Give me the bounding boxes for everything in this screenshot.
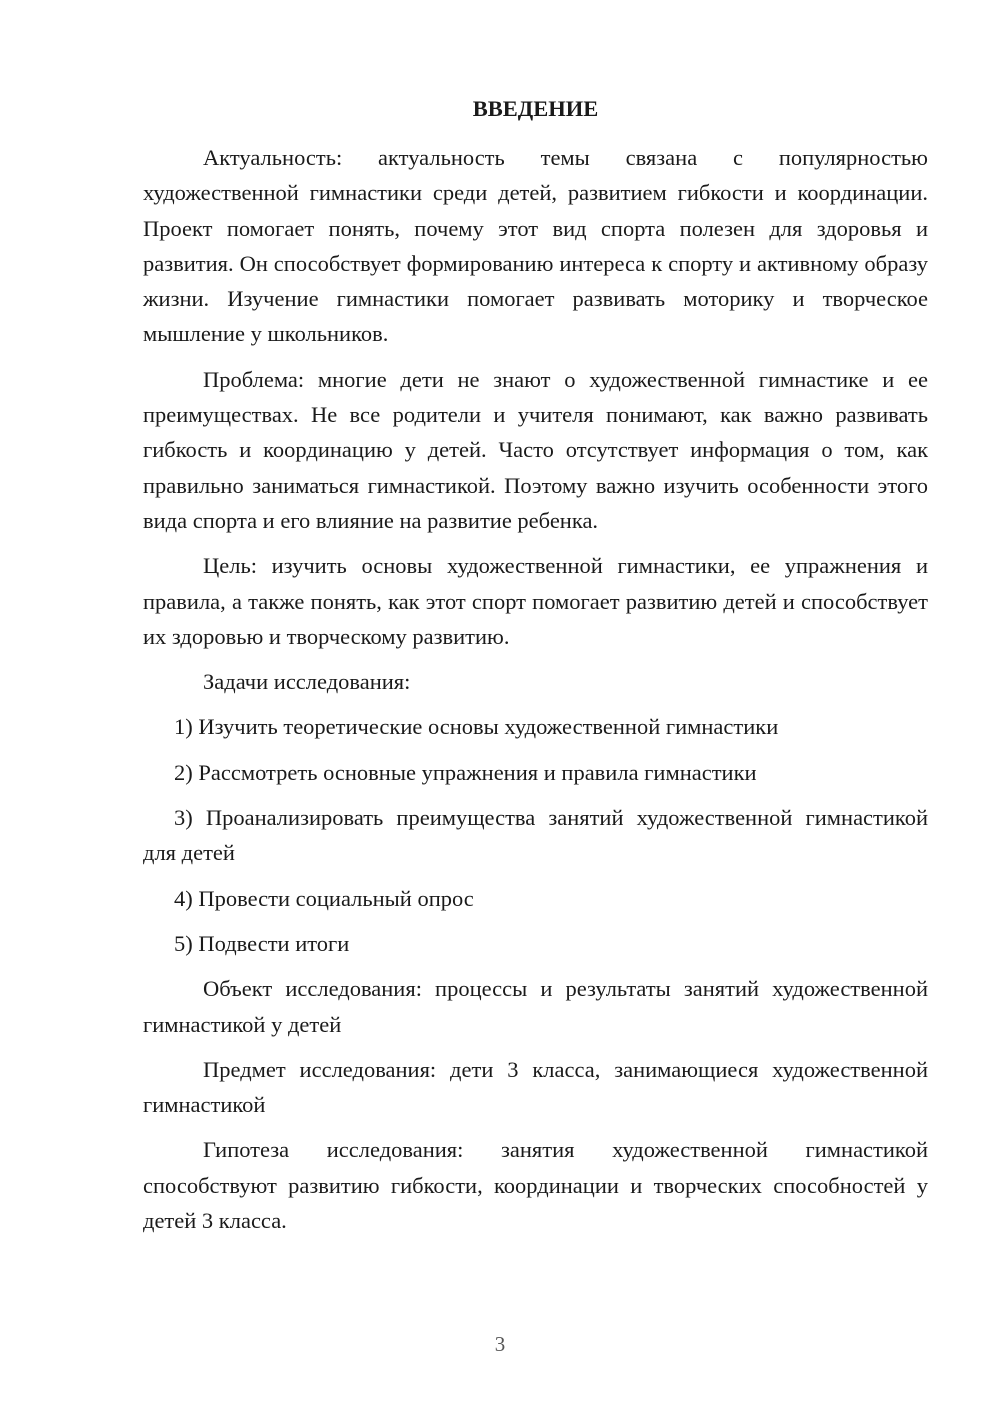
page-number: 3 xyxy=(494,1332,506,1356)
task-item-4: 4) Провести социальный опрос xyxy=(174,885,474,911)
paragraph-relevance: Актуальность: актуальность темы связана с популярностью художественной гимнастики среди детей, развитием гибкости и координации. Проект помогает понять, почему этот вид спорта полезен для здоровья и развития. Он способствует формированию интереса к спорту и активному образу жизни. Изучение гимнастики помогает развивать моторику и творческое мышление у школьников. xyxy=(143,145,928,347)
paragraph-goal: Цель: изучить основы художественной гимнастики, ее упражнения и правила, а также понять, как этот спорт помогает развитию детей и способствует их здоровью и творческому развитию. xyxy=(143,553,928,649)
task-item-1: 1) Изучить теоретические основы художественной гимнастики xyxy=(174,714,779,740)
paragraph-hypothesis: Гипотеза исследования: занятия художественной гимнастикой способствуют развитию гибкости, координации и творческих способностей у детей 3 класса. xyxy=(143,1137,928,1234)
task-item-2: 2) Рассмотреть основные упражнения и правила гимнастики xyxy=(174,759,757,785)
paragraph-problem: Проблема: многие дети не знают о художественной гимнастике и ее преимуществах. Не все родители и учителя понимают, как важно развивать гибкость и координацию у детей. Часто отсутствует информация о том, как правильно заниматься гимнастикой. Поэтому важно изучить особенности этого вида спорта и его влияние на развитие ребенка. xyxy=(143,366,928,533)
document-page xyxy=(143,88,928,1248)
section-title: ВВЕДЕНИЕ xyxy=(472,96,599,121)
paragraph-object: Объект исследования: процессы и результаты занятий художественной гимнастикой у детей xyxy=(143,976,928,1037)
tasks-heading: Задачи исследования: xyxy=(203,669,411,695)
paragraph-subject: Предмет исследования: дети 3 класса, занимающиеся художественной гимнастикой xyxy=(143,1056,928,1118)
task-item-3: 3) Проанализировать преимущества занятий художественной гимнастикой для детей xyxy=(143,805,928,866)
tasks-list xyxy=(143,709,928,961)
task-item-5: 5) Подвести итоги xyxy=(174,930,350,956)
